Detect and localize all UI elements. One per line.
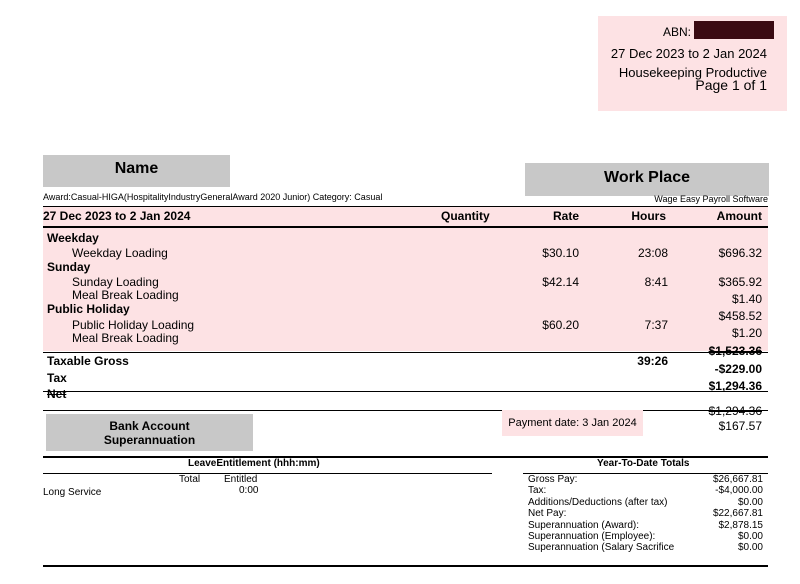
abn-redacted-value xyxy=(694,21,774,39)
leave-row-entitled: 0:00 xyxy=(239,485,259,496)
table-period: 27 Dec 2023 to 2 Jan 2024 xyxy=(43,209,191,223)
line-item-amount: $365.92 xyxy=(718,275,762,289)
ytd-row xyxy=(528,520,763,531)
line-item-hours: 8:41 xyxy=(644,275,668,289)
line-item-label: Public Holiday Loading xyxy=(72,318,195,332)
line-item-rate: $30.10 xyxy=(542,246,579,260)
payslip-header-block xyxy=(598,16,787,111)
line-item-hours: 23:08 xyxy=(637,246,668,260)
award-line: Award:Casual-HIGA(HospitalityIndustryGeneralAward 2020 Junior) Category: Casual xyxy=(43,192,383,202)
ytd-row xyxy=(528,542,763,553)
line-item-label: Meal Break Loading xyxy=(72,331,179,345)
col-amount: Amount xyxy=(716,209,762,223)
taxable-gross-hours: 39:26 xyxy=(637,354,668,368)
superannuation-label: Superannuation xyxy=(103,433,196,447)
page-bottom-rule xyxy=(43,565,768,567)
line-item-rate: $42.14 xyxy=(542,275,579,289)
leave-row-label: Long Service xyxy=(43,487,102,498)
ytd-row-value: $0.00 xyxy=(737,542,763,554)
line-item-hours: 7:37 xyxy=(644,318,668,332)
ytd-row-value: $26,667.81 xyxy=(712,474,763,485)
line-item-label: Weekday Loading xyxy=(72,246,168,260)
taxable-gross-label: Taxable Gross xyxy=(47,354,129,368)
ytd-row xyxy=(528,485,763,496)
superannuation-amount: $167.57 xyxy=(718,419,762,433)
abn-label: ABN: xyxy=(662,25,691,39)
line-item-amount: $696.32 xyxy=(718,246,762,260)
ytd-title: Year-To-Date Totals xyxy=(597,458,690,469)
ytd-row-value: $0.00 xyxy=(737,531,763,543)
totals-top-rule xyxy=(43,352,768,353)
leave-title: LeaveEntitlement (hhh:mm) xyxy=(188,458,320,469)
leave-col-total: Total xyxy=(179,474,201,485)
net-amount: $1,294.36 xyxy=(708,404,762,418)
ytd-row-label: Superannuation (Award): xyxy=(528,519,639,531)
col-hours: Hours xyxy=(631,209,666,223)
bank-account-label: Bank Account xyxy=(109,419,190,433)
ytd-row xyxy=(528,497,763,508)
leave-title-rule xyxy=(43,473,492,474)
ytd-row-label: Gross Pay: xyxy=(528,474,578,485)
bank-account-box xyxy=(46,414,253,451)
line-item-label: Meal Break Loading xyxy=(72,288,179,302)
group-title: Sunday xyxy=(47,260,91,274)
ytd-row-label: Superannuation (Employee): xyxy=(528,531,656,543)
tax-label: Tax xyxy=(47,371,67,385)
ytd-row xyxy=(528,508,763,519)
col-rate: Rate xyxy=(552,209,579,223)
ytd-row-label: Tax: xyxy=(528,485,547,497)
line-item-label: Sunday Loading xyxy=(72,275,159,289)
net-bottom-rule xyxy=(43,410,768,411)
line-item-amount: $1.20 xyxy=(731,326,762,340)
group-title: Weekday xyxy=(47,231,99,245)
table-header-rule xyxy=(43,226,768,228)
software-label: Wage Easy Payroll Software xyxy=(654,194,768,204)
ytd-row xyxy=(528,531,763,542)
leave-col-entitled: Entitled xyxy=(224,474,258,485)
ytd-row xyxy=(528,474,763,485)
payment-date: Payment date: 3 Jan 2024 xyxy=(502,410,643,436)
ytd-row-value: $2,878.15 xyxy=(718,519,763,531)
header-page-number: Page 1 of 1 xyxy=(695,77,767,93)
header-department: Housekeeping Productive xyxy=(618,65,767,80)
workplace-box: Work Place xyxy=(525,163,769,196)
ytd-row-label: Net Pay: xyxy=(528,508,567,520)
line-item-amount: $1.40 xyxy=(731,292,762,306)
net-top-rule xyxy=(43,391,768,392)
ytd-list xyxy=(528,474,763,554)
ytd-row-value: $22,667.81 xyxy=(712,508,763,520)
employee-name-box: Name xyxy=(43,155,230,187)
after-tax-amount: $1,294.36 xyxy=(708,379,762,393)
group-title: Public Holiday xyxy=(47,302,130,316)
header-period: 27 Dec 2023 to 2 Jan 2024 xyxy=(610,46,767,61)
ytd-row-value: $0.00 xyxy=(737,496,763,508)
line-item-amount: $458.52 xyxy=(718,309,762,323)
ytd-row-label: Additions/Deductions (after tax) xyxy=(528,496,668,508)
col-quantity: Quantity xyxy=(441,209,490,223)
taxable-gross-amount: $1,523.36 xyxy=(708,344,762,358)
ytd-row-value: -$4,000.00 xyxy=(715,485,763,497)
line-item-rate: $60.20 xyxy=(542,318,579,332)
tax-amount: -$229.00 xyxy=(714,362,762,376)
net-label: Net xyxy=(47,387,67,401)
ytd-row-label: Superannuation (Salary Sacrifice xyxy=(528,542,675,554)
